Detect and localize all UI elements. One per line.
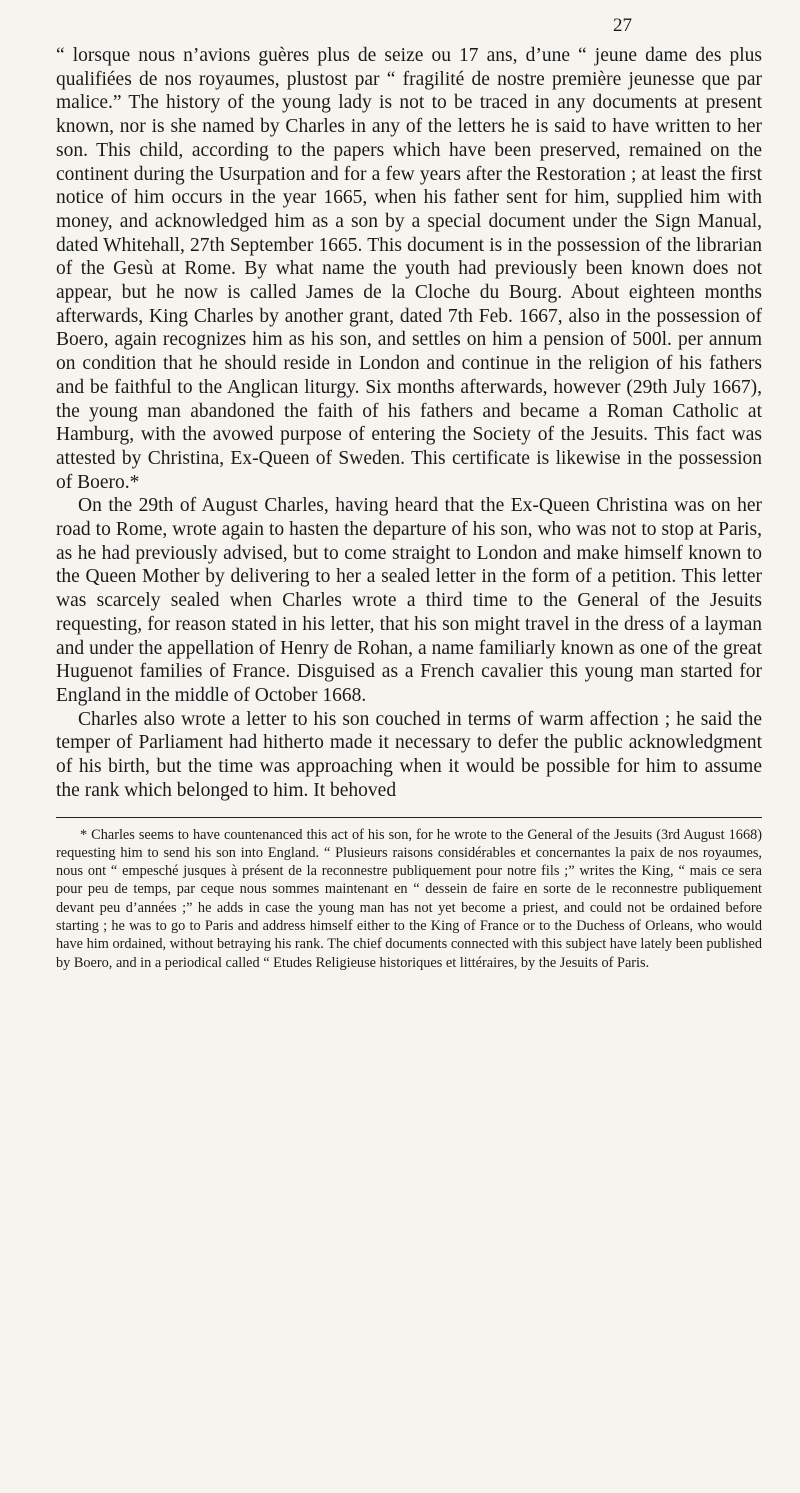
footnote: * Charles seems to have countenanced this act of his son, for he wrote to the General of the Jesuits (3rd August 1668) requesting him to send his son into England. “ Plusieurs raisons considérables et concernantes la paix de nos royaumes, nous ont “ empesché jusques à présent de la reconnestre publiquement pour notre fils ;” writes the King, “ mais ce sera pour peu de temps, par ceque nous sommes maintenant en “ dessein de faire en sorte de le reconnestre publiquement devant peu d’années ;” he adds in case the young man has not yet become a priest, and could not be ordained before starting ; he was to go to Paris and address himself either to the King of France or to the Duchess of Orleans, who would have him ordained, without betraying his rank. The chief documents connected with this subject have lately been published by Boero, and in a periodical called “ Etudes Religieuse historiques et littéraires, by the Jesuits of Paris. xyxy=(56,826,762,971)
paragraph-1: “ lorsque nous n’avions guères plus de seize ou 17 ans, d’une “ jeune dame des plus qualifiées de nos royaumes, plustost par “ fragilité de nostre première jeunesse que par malice.” The history of the young lady is not to be traced in any documents at present known, nor is she named by Charles in any of the letters he is said to have written to her son. This child, according to the papers which have been preserved, remained on the continent during the Usurpation and for a few years after the Restoration ; at least the first notice of him occurs in the year 1665, when his father sent for him, supplied him with money, and acknowledged him as a son by a special document under the Sign Manual, dated Whitehall, 27th September 1665. This document is in the possession of the librarian of the Gesù at Rome. By what name the youth had previously been known does not appear, but he now is called James de la Cloche du Bourg. About eighteen months afterwards, King Charles by another grant, dated 7th Feb. 1667, also in the possession of Boero, again recognizes him as his son, and settles on him a pension of 500l. per annum on condition that he should reside in London and continue in the religion of his fathers and be faithful to the Anglican liturgy. Six months afterwards, however (29th July 1667), the young man abandoned the faith of his fathers and became a Roman Catholic at Hamburg, with the avowed purpose of entering the Society of the Jesuits. This fact was attested by Christina, Ex-Queen of Sweden. This certificate is likewise in the possession of Boero.* xyxy=(56,45,762,493)
footnote-divider xyxy=(56,817,762,818)
book-page xyxy=(56,14,762,1474)
paragraph-2: On the 29th of August Charles, having heard that the Ex-Queen Christina was on her road to Rome, wrote again to hasten the departure of his son, who was not to stop at Paris, as he had previously advised, but to come straight to London and make himself known to the Queen Mother by delivering to her a sealed letter in the form of a petition. This letter was scarcely sealed when Charles wrote a third time to the General of the Jesuits requesting, for reason stated in his letter, that his son might travel in the dress of a layman and under the appellation of Henry de Rohan, a name familiarly known as one of the great Huguenot families of France. Disguised as a French cavalier this young man started for England in the middle of October 1668. xyxy=(56,495,762,706)
paragraph-3: Charles also wrote a letter to his son couched in terms of warm affection ; he said the temper of Parliament had hitherto made it necessary to defer the public acknowledgment of his birth, but the time was approaching when it would be possible for him to assume the rank which belonged to him. It behoved xyxy=(56,708,762,801)
page-number: 27 xyxy=(613,15,632,36)
